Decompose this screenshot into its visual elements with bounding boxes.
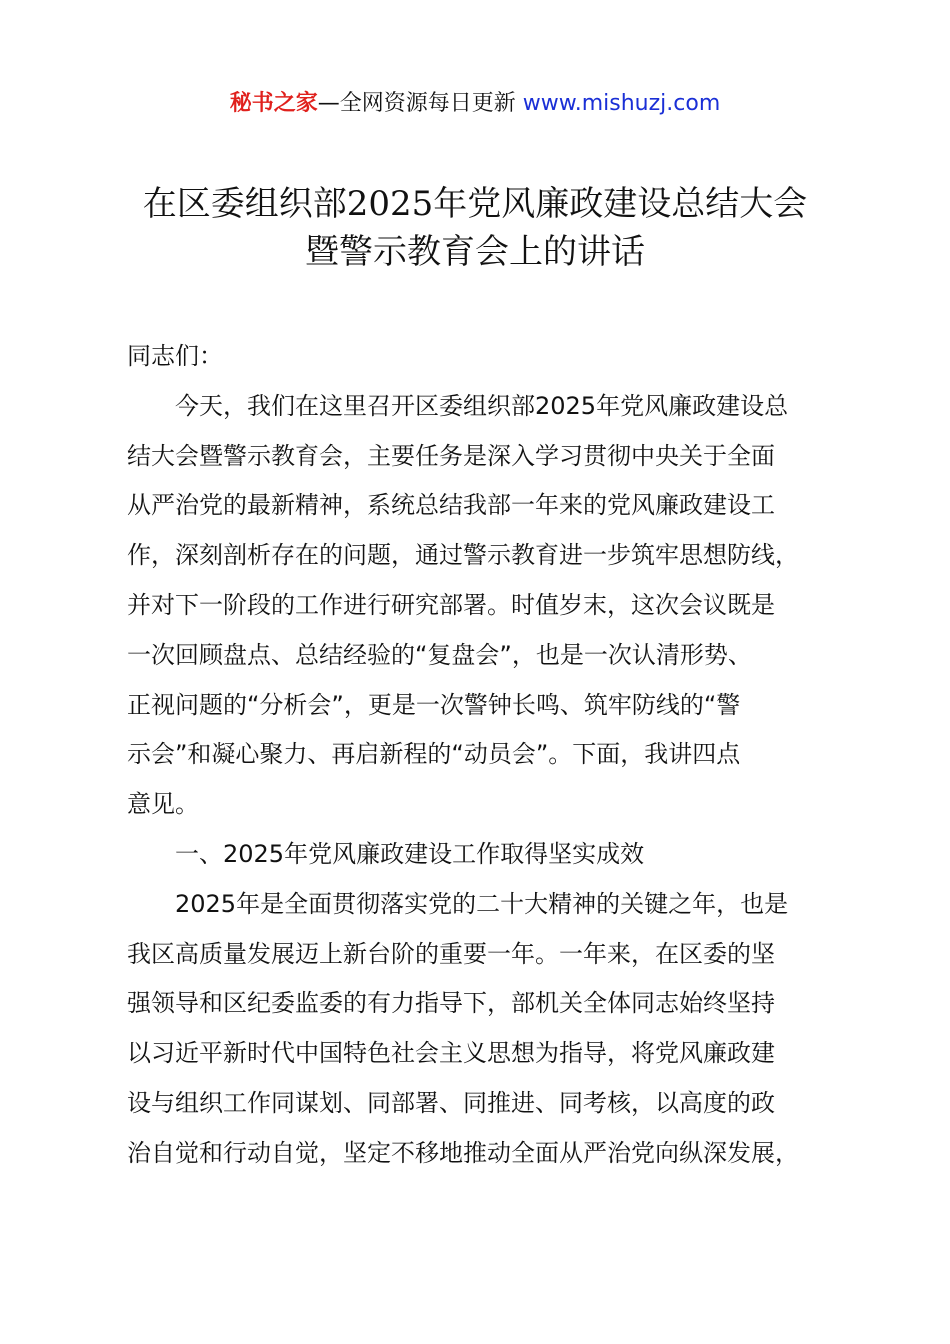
paragraph-line: 结大会暨警示教育会，主要任务是深入学习贯彻中央关于全面 [127,441,775,470]
paragraph-line: 示会”和凝心聚力、再启新程的“动员会”。下面，我讲四点 [127,740,741,769]
paragraph-line: 一次回顾盘点、总结经验的“复盘会”，也是一次认清形势、 [127,640,752,669]
paragraph-line: 从严治党的最新精神，系统总结我部一年来的党风廉政建设工 [127,491,775,520]
site-header [0,88,950,120]
paragraph-line: 2025年是全面贯彻落实党的二十大精神的关键之年，也是 [175,889,789,918]
paragraph-line: 以习近平新时代中国特色社会主义思想为指导，将党风廉政建 [127,1039,775,1068]
paragraph-intro [127,382,833,830]
site-url-link[interactable]: www.mishuzj.com [522,91,721,116]
salutation: 同志们： [127,342,223,370]
paragraph-line: 意见。 [127,790,199,819]
title-line-1: 在区委组织部2025年党风廉政建设总结大会 [142,184,808,224]
paragraph-section1 [127,880,833,1179]
paragraph-line: 强领导和区纪委监委的有力指导下，部机关全体同志始终坚持 [127,989,775,1018]
paragraph-line: 正视问题的“分析会”，更是一次警钟长鸣、筑牢防线的“警 [127,690,741,719]
page-title [60,180,890,276]
paragraph-line: 作，深刻剖析存在的问题，通过警示教育进一步筑牢思想防线， [127,541,799,570]
paragraph-line: 治自觉和行动自觉，坚定不移地推动全面从严治党向纵深发展， [127,1138,799,1167]
paragraph-line: 并对下一阶段的工作进行研究部署。时值岁末，这次会议既是 [127,590,775,619]
paragraph-line: 我区高质量发展迈上新台阶的重要一年。一年来，在区委的坚 [127,939,775,968]
paragraph-line: 今天，我们在这里召开区委组织部2025年党风廉政建设总 [175,391,789,420]
title-line-2: 暨警示教育会上的讲话 [305,232,645,272]
paragraph-line: 设与组织工作同谋划、同部署、同推进、同考核，以高度的政 [127,1088,775,1117]
header-tagline: —全网资源每日更新 [317,91,516,116]
brand-name: 秘书之家 [229,91,318,116]
section-heading-1: 一、2025年党风廉政建设工作取得坚实成效 [175,839,645,868]
document-body [127,332,833,1179]
